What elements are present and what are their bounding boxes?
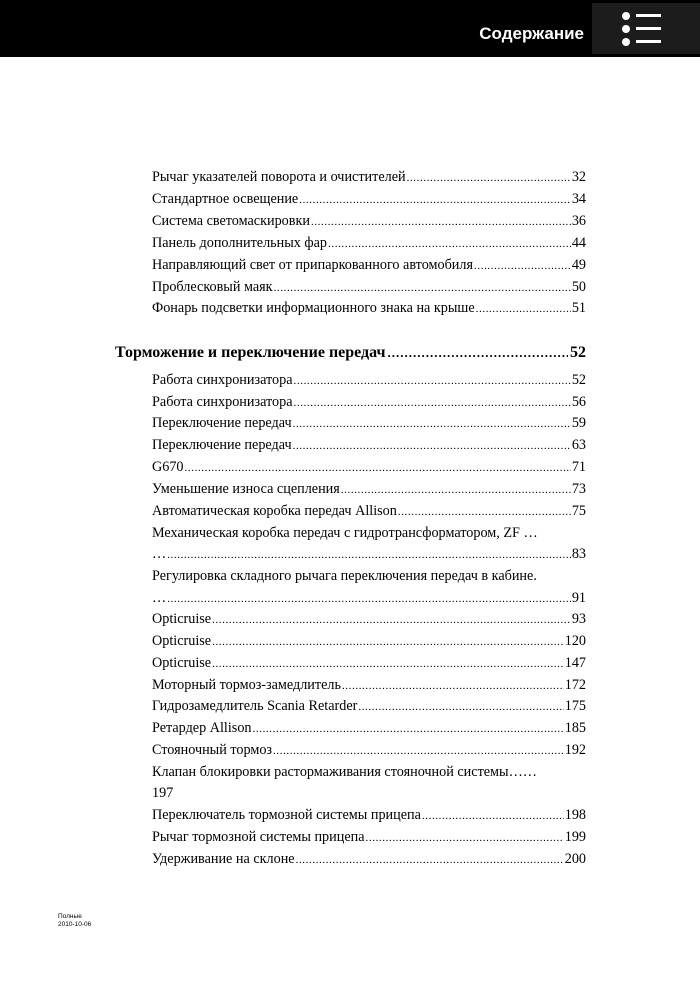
toc-entry[interactable]: Удерживание на склоне ..... 200 [152,849,586,870]
toc-entry[interactable]: Переключатель тормозной системы прицепа ..... 198 [152,805,586,826]
toc-entry[interactable]: Уменьшение износа сцепления ..... 73 [152,479,586,500]
toc-entry[interactable]: Панель дополнительных фар ..... 44 [152,233,586,254]
toc-entry[interactable]: Работа синхронизатора ..... 52 [152,370,586,391]
toc-entry-page[interactable]: 197 [152,785,174,801]
toc-entry[interactable]: Проблесковый маяк ..... 50 [152,277,586,298]
footer-label: Полные [58,913,82,920]
toc-entry-line[interactable]: Механическая коробка передач с гидротрансформатором, ZF … [152,525,538,541]
toc-entry[interactable]: … ..... 91 [152,588,586,609]
toc-entry[interactable]: Рычаг указателей поворота и очистителей ..... 32 [152,167,586,188]
toc-entry[interactable]: Фонарь подсветки информационного знака на крыше ..... 51 [152,298,586,319]
toc-entry[interactable]: Система светомаскировки ..... 36 [152,211,586,232]
header-bar [0,0,700,57]
toc-entry[interactable]: Автоматическая коробка передач Allison ..... 75 [152,501,586,522]
toc-entry[interactable]: Переключение передач ..... 63 [152,435,586,456]
page-title: Содержание [479,24,584,43]
toc-entry[interactable]: Стандартное освещение ..... 34 [152,189,586,210]
toc-entry[interactable]: Opticruise ..... 120 [152,631,586,652]
toc-entry[interactable]: Работа синхронизатора ..... 56 [152,392,586,413]
list-bullet [622,38,630,46]
toc-entry[interactable]: Гидрозамедлитель Scania Retarder ..... 175 [152,696,586,717]
list-line [636,40,661,43]
toc-entry[interactable]: Opticruise ..... 147 [152,653,586,674]
toc-entry[interactable]: Opticruise ..... 93 [152,609,586,630]
toc-entry-line[interactable]: Регулировка складного рычага переключения передач в кабине. [152,568,537,584]
toc-entry[interactable]: Направляющий свет от припаркованного автомобиля ..... 49 [152,255,586,276]
list-line [636,14,661,17]
toc-entry[interactable]: Стояночный тормоз ..... 192 [152,740,586,761]
list-line [636,27,661,30]
toc-entry[interactable]: Рычаг тормозной системы прицепа ..... 199 [152,827,586,848]
list-bullet [622,25,630,33]
toc-entry[interactable]: Моторный тормоз-замедлитель ..... 172 [152,675,586,696]
list-icon[interactable] [592,3,700,54]
section-heading[interactable]: Торможение и переключение передач ..... 52 [115,342,586,364]
footer-note [58,913,91,929]
toc-entry-line[interactable]: Клапан блокировки растормаживания стояночной системы…… [152,764,537,780]
toc-entry[interactable]: … ..... 83 [152,544,586,565]
footer-date: 2010-10-06 [58,921,92,928]
toc-entry[interactable]: Переключение передач ..... 59 [152,413,586,434]
toc-entry[interactable]: Ретардер Allison ..... 185 [152,718,586,739]
toc-entry[interactable]: G670 ..... 71 [152,457,586,478]
list-bullet [622,12,630,20]
